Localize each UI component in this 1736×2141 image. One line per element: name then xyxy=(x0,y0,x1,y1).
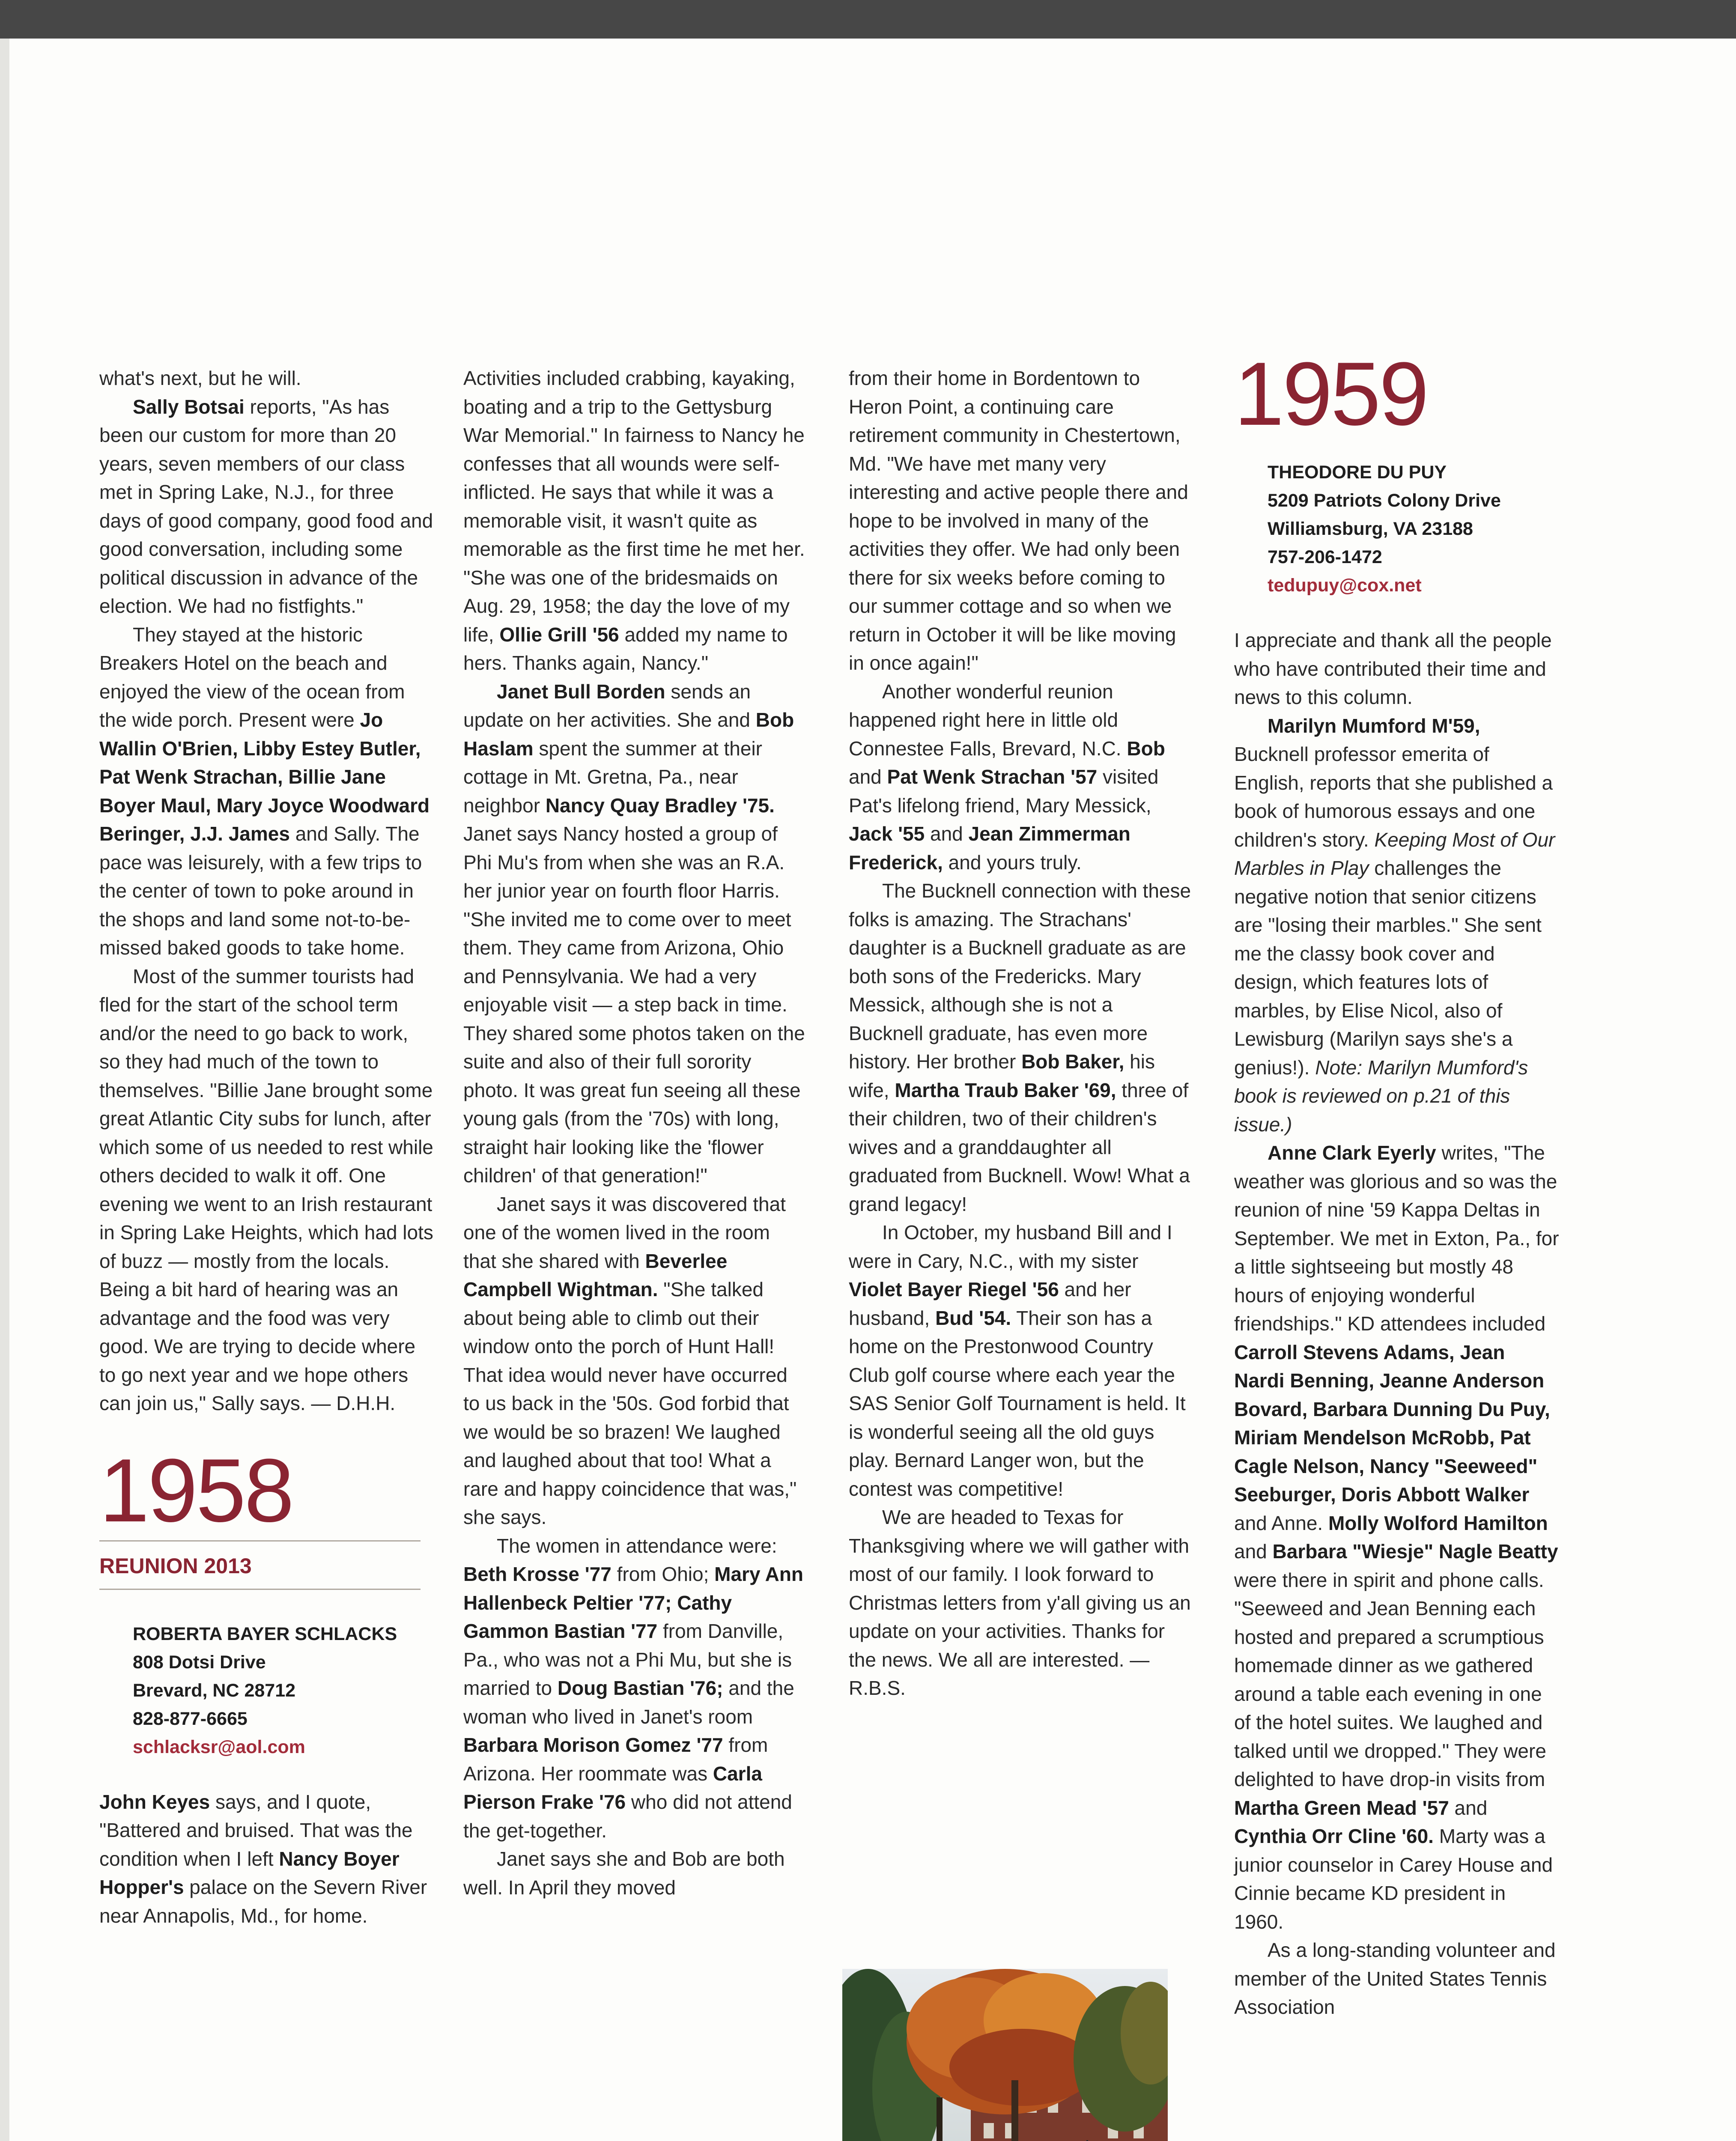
scan-edge-top xyxy=(0,0,1736,39)
class-reporter-contact xyxy=(99,1620,433,1761)
classmate-name: Bob Haslam xyxy=(463,709,794,760)
classmate-name: Beverlee Campbell Wightman. xyxy=(463,1249,728,1300)
classmate-name: Nancy Boyer Hopper's xyxy=(99,1847,400,1898)
classmate-name: Janet Bull Borden xyxy=(497,680,665,703)
reporter-phone: 828-877-6665 xyxy=(133,1708,248,1729)
paragraph: The Bucknell connection with these folks is amazing. The Strachans' daughter is a Bucknell graduate as are both sons of the Fredericks. Mary Messick, although she is not a Bucknell graduate, has even more history. Her brother Bob Baker, his wife, Martha Traub Baker '69, three of their children, two of their children's wives and a granddaughter all graduated from Bucknell. Wow! What a grand legacy! xyxy=(849,880,1191,1215)
campus-photo xyxy=(842,1969,1168,2141)
classmate-name: Nancy Quay Bradley '75. xyxy=(545,794,775,817)
paragraph: from their home in Bordentown to Heron Point, a continuing care retirement community in Chestertown, Md. "We have met many very interesting and active people there and hope to be involved in many of the activities they offer. We had only been there for six weeks before coming to our summer cottage and so when we return in October it will be like moving in once again!" xyxy=(849,367,1188,674)
classmate-name: Ollie Grill '56 xyxy=(499,623,619,646)
classmate-name: Martha Traub Baker '69, xyxy=(895,1079,1116,1101)
classmate-name: Cynthia Orr Cline '60. xyxy=(1234,1825,1434,1847)
paragraph: Janet Bull Borden sends an update on her activities. She and Bob Haslam spent the summer at their cottage in Mt. Gretna, Pa., near neighbor Nancy Quay Bradley '75. Janet says Nancy hosted a group of Phi Mu's from when she was an R.A. her junior year on fourth floor Harris. "She invited me to come over to meet them. They came from Arizona, Ohio and Pennsylvania. We had a very enjoyable visit — a step back in time. They shared some photos taken on the suite and also of their full sorority photo. It was great fun seeing all these young gals (from the '70s) with long, straight hair looking like the 'flower children' of that generation!" xyxy=(463,680,805,1187)
reporter-email-link[interactable]: schlacksr@aol.com xyxy=(133,1736,305,1757)
editor-note: Note: Marilyn Mumford's book is reviewed on p.21 of this issue.) xyxy=(1234,1056,1528,1136)
divider xyxy=(99,1589,421,1590)
reporter-address: 808 Dotsi Drive xyxy=(133,1652,266,1673)
classmate-name: Anne Clark Eyerly xyxy=(1268,1142,1436,1164)
paragraph: Most of the summer tourists had fled for the start of the school term and/or the need to go back to work, so they had much of the town to themselves. "Billie Jane brought some great Atlantic City subs for lunch, after which some of us needed to rest while others decided to walk it off. One evening we went to an Irish restaurant in Spring Lake Heights, which had lots of buzz — mostly from the locals. Being a bit hard of hearing was an advantage and the food was very good. We are trying to decide where to go next year and we hope others can join us," Sally says. — D.H.H. xyxy=(99,965,433,1414)
reporter-phone: 757-206-1472 xyxy=(1268,547,1382,567)
reunion-label: REUNION 2013 xyxy=(99,1554,252,1578)
paragraph: what's next, but he will. xyxy=(99,367,301,389)
book-title: Keeping Most of Our Marbles in Play xyxy=(1234,828,1555,879)
scan-edge-left xyxy=(0,39,9,2141)
classmate-name: Barbara "Wiesje" Nagle Beatty xyxy=(1272,1540,1558,1563)
classmate-name: Bob Baker, xyxy=(1021,1050,1125,1073)
paragraph: Activities included crabbing, kayaking, boating and a trip to the Gettysburg War Memorial." In fairness to Nancy he confesses that all wounds were self-inflicted. He says that while it was a memorable visit, it wasn't quite as memorable as the first time he met her. "She was one of the bridesmaids on Aug. 29, 1958; the day the love of my life, Ollie Grill '56 added my name to hers. Thanks again, Nancy." xyxy=(463,367,805,674)
paragraph: Sally Botsai reports, "As has been our custom for more than 20 years, seven members of our class met in Spring Lake, N.J., for three days of good company, good food and good conversation, including some political discussion in advance of the election. We had no fistfights." xyxy=(99,395,433,617)
classmate-name: Carla Pierson Frake '76 xyxy=(463,1762,762,1813)
classmate-name: Beth Krosse '77 xyxy=(463,1563,611,1585)
reporter-name: THEODORE DU PUY xyxy=(1268,462,1447,483)
paragraph: They stayed at the historic Breakers Hotel on the beach and enjoyed the view of the ocean from the wide porch. Present were Jo Wallin O'Brien, Libby Estey Butler, Pat Wenk Strachan, Billie Jane Boyer Maul, Mary Joyce Woodward Beringer, J.J. James and Sally. The pace was leisurely, with a few trips to the center of town to poke around in the shops and land some not-to-be-missed baked goods to take home. xyxy=(99,623,430,959)
classmate-name: Violet Bayer Riegel '56 xyxy=(849,1278,1059,1300)
class-year-heading: 1959 xyxy=(1234,343,1428,444)
classmate-name: Jean Zimmerman Frederick, xyxy=(849,823,1130,874)
classmate-name: Barbara Morison Gomez '77 xyxy=(463,1734,723,1756)
classmate-name: Mary Ann Hallenbeck Peltier '77; Cathy Gammon Bastian '77 xyxy=(463,1563,804,1642)
classmate-name: Jo Wallin O'Brien, Libby Estey Butler, Pat Wenk Strachan, Billie Jane Boyer Maul, Mary Joyce Woodward Beringer, J.J. James xyxy=(99,709,430,845)
paragraph: Janet says it was discovered that one of the women lived in the room that she shared with Beverlee Campbell Wightman. "She talked about being able to climb out their window onto the porch of Hunt Hall! That idea would never have occurred to us back in the '50s. God forbid that we would be so brazen! We laughed and laughed about that too! What a rare and happy coincidence that was," she says. xyxy=(463,1193,797,1528)
classmate-name: Marilyn Mumford M'59, xyxy=(1268,714,1480,737)
classmate-name: Sally Botsai xyxy=(133,395,245,418)
classmate-name: Molly Wolford Hamilton xyxy=(1328,1512,1548,1534)
paragraph: I appreciate and thank all the people who have contributed their time and news to this column. xyxy=(1234,629,1552,708)
paragraph: Janet says she and Bob are both well. In April they moved xyxy=(463,1848,785,1899)
reporter-email-link[interactable]: tedupuy@cox.net xyxy=(1268,575,1422,596)
classmate-name: Bud '54. xyxy=(935,1306,1011,1329)
classmate-name: Pat Wenk Strachan '57 xyxy=(887,766,1098,788)
classmate-name: Doug Bastian '76; xyxy=(557,1677,723,1699)
reporter-address: 5209 Patriots Colony Drive xyxy=(1268,490,1501,511)
paragraph: John Keyes says, and I quote, "Battered and bruised. That was the condition when I left Nancy Boyer Hopper's palace on the Severn River near Annapolis, Md., for home. xyxy=(99,1790,427,1927)
reporter-city: Brevard, NC 28712 xyxy=(133,1680,296,1701)
paragraph: We are headed to Texas for Thanksgiving where we will gather with most of our family. I look forward to Christmas letters from y'all giving us an update on your activities. Thanks for the news. We all are interested. — R.B.S. xyxy=(849,1506,1191,1699)
paragraph: The women in attendance were: Beth Krosse '77 from Ohio; Mary Ann Hallenbeck Peltier '77; Cathy Gammon Bastian '77 from Danville, Pa., who was not a Phi Mu, but she is married to Doug Bastian '76; and the woman who lived in Janet's room Barbara Morison Gomez '77 from Arizona. Her roommate was Carla Pierson Frake '76 who did not attend the get-together. xyxy=(463,1534,804,1842)
class-reporter-contact xyxy=(1234,458,1560,599)
column-1 xyxy=(99,364,433,1930)
reporter-name: ROBERTA BAYER SCHLACKS xyxy=(133,1623,397,1644)
classmate-name: Jack '55 xyxy=(849,823,925,845)
paragraph: Another wonderful reunion happened right here in little old Connestee Falls, Brevard, N.C. Bob and Pat Wenk Strachan '57 visited Pat's lifelong friend, Mary Messick, Jack '55 and Jean Zimmerman Frederick, and yours truly. xyxy=(849,680,1165,874)
class-year-heading: 1958 xyxy=(99,1440,293,1541)
column-3 xyxy=(849,364,1191,1703)
reporter-city: Williamsburg, VA 23188 xyxy=(1268,519,1473,539)
paragraph: As a long-standing volunteer and member of the United States Tennis Association xyxy=(1234,1939,1556,2018)
classmate-name: John Keyes xyxy=(99,1790,210,1813)
classmate-name: Martha Green Mead '57 xyxy=(1234,1796,1449,1819)
classmate-name: Carroll Stevens Adams, Jean Nardi Benning, Jeanne Anderson Bovard, Barbara Dunning Du Puy, Miriam Mendelson McRobb, Pat Cagle Nelson, Nancy "Seeweed" Seeburger, Doris Abbott Walker xyxy=(1234,1341,1550,1506)
column-4 xyxy=(1234,343,1560,2022)
paragraph: In October, my husband Bill and I were in Cary, N.C., with my sister Violet Bayer Riegel '56 and her husband, Bud '54. Their son has a home on the Prestonwood Country Club golf course where each year the SAS Senior Golf Tournament is held. It is wonderful seeing all the old guys play. Bernard Langer won, but the contest was competitive! xyxy=(849,1221,1186,1500)
paragraph: Anne Clark Eyerly writes, "The weather was glorious and so was the reunion of nine '59 Kappa Deltas in September. We met in Exton, Pa., for a little sightseeing but mostly 48 hours of enjoying wonderful friendships." KD attendees included Carroll Stevens Adams, Jean Nardi Benning, Jeanne Anderson Bovard, Barbara Dunning Du Puy, Miriam Mendelson McRobb, Pat Cagle Nelson, Nancy "Seeweed" Seeburger, Doris Abbott Walker and Anne. Molly Wolford Hamilton and Barbara "Wiesje" Nagle Beatty were there in spirit and phone calls. "Seeweed and Jean Benning each hosted and prepared a scrumptious homemade dinner as we gathered around a table each evening in one of the hotel suites. We laughed and talked until we dropped." They were delighted to have drop-in visits from Martha Green Mead '57 and Cynthia Orr Cline '60. Marty was a junior counselor in Carey House and Cinnie became KD president in 1960. xyxy=(1234,1142,1559,1933)
classmate-name: Bob xyxy=(1127,737,1165,760)
column-2 xyxy=(463,364,806,1902)
paragraph: Marilyn Mumford M'59, Bucknell professor emerita of English, reports that she published a book of humorous essays and one children's story. Keeping Most of Our Marbles in Play challenges the negative notion that senior citizens are "losing their marbles." She sent me the classy book cover and design, which features lots of marbles, by Elise Nicol, also of Lewisburg (Marilyn says she's a genius!). Note: Marilyn Mumford's book is reviewed on p.21 of this issue.) xyxy=(1234,714,1555,1136)
